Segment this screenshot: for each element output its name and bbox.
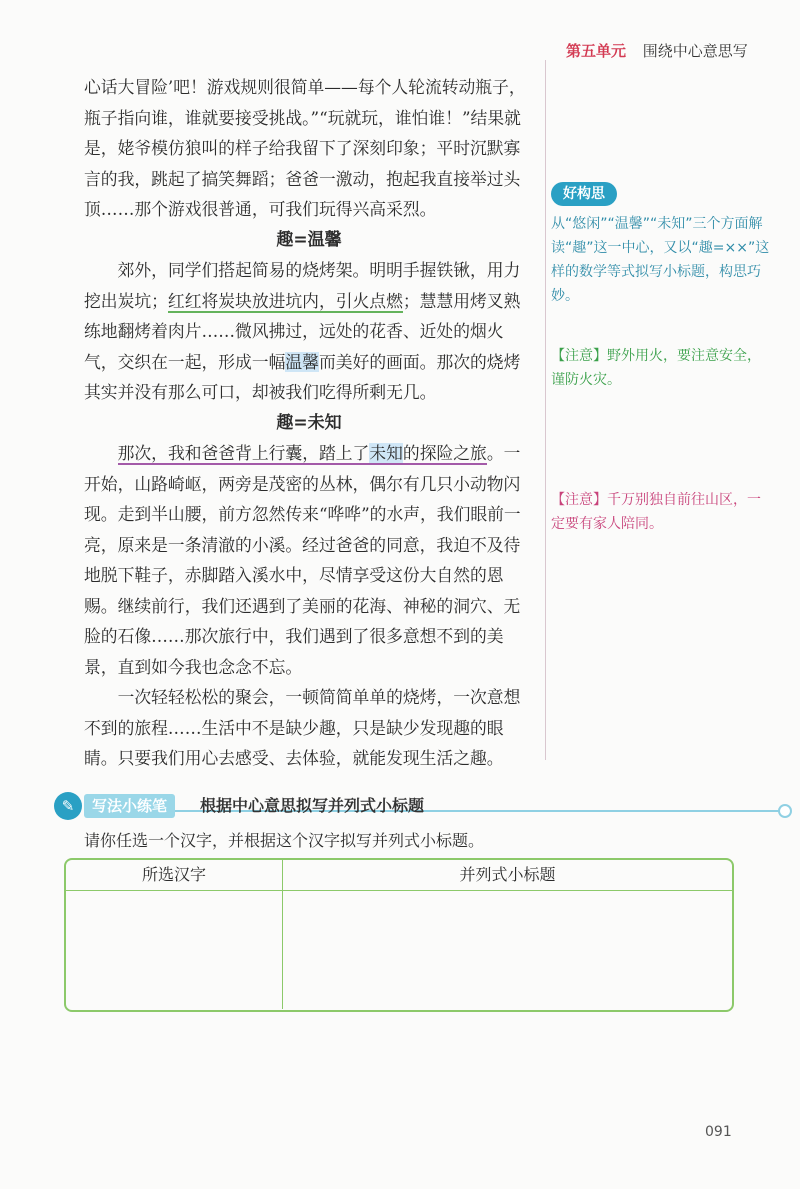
paragraph-4: 一次轻轻松松的聚会，一顿简简单单的烧烤，一次意想不到的旅程……生活中不是缺少趣，只是缺少发现趣的眼睛。只要我们用心去感受、去体验，就能发现生活之趣。	[84, 687, 521, 768]
paragraph-1: 心话大冒险’吧！游戏规则很简单——每个人轮流转动瓶子，瓶子指向谁，谁就要接受挑战。”“玩就玩，谁怕谁！”结果就是，姥爷模仿狼叫的样子给我留下了深刻印象；平时沉默寡言的我，跳起了搞笑舞蹈；爸爸一激动，抱起我直接举过头顶……那个游戏很普通，可我们玩得兴高采烈。	[84, 77, 526, 219]
paragraph-3	[84, 438, 534, 682]
table-body	[66, 891, 732, 1009]
structure-comment: 从“悠闲”“温馨”“未知”三个方面解读“趣”这一中心，又以“趣=××”这样的数学等式拟写小标题，构思巧妙。	[551, 216, 770, 304]
practice-section	[50, 790, 750, 824]
practice-line-end	[778, 804, 792, 818]
p2-part-a: 郊外，同学们搭起简易的烧烤架。明明手握铁锹，用力挖出炭坑；	[84, 260, 521, 311]
page-header	[566, 40, 748, 61]
header-chosen-character: 所选汉字	[66, 860, 283, 890]
practice-instruction: 请你任选一个汉字，并根据这个汉字拟写并列式小标题。	[84, 831, 485, 850]
side-note-fire: 【注意】野外用火，要注意安全，谨防火灾。	[551, 348, 761, 388]
p2-underlined: 红红将炭块放进坑内，引火点燃	[167, 290, 403, 311]
table-header	[66, 860, 732, 891]
paragraph-2	[84, 255, 534, 408]
subtitle-warmth: 趣=温馨	[276, 229, 342, 250]
practice-tag: 写法小练笔	[84, 794, 175, 818]
column-divider	[545, 60, 546, 760]
chosen-character-cell[interactable]	[66, 891, 283, 1009]
side-note-structure	[551, 182, 771, 308]
header-parallel-subtitles: 并列式小标题	[459, 865, 556, 884]
practice-title: 根据中心意思拟写并列式小标题	[200, 796, 425, 815]
page-number: 091	[705, 1124, 732, 1140]
subtitle-unknown: 趣=未知	[276, 412, 342, 433]
side-note-mountain: 【注意】千万别独自前往山区，一定要有家人陪同。	[551, 492, 761, 532]
p2-highlight: 温馨	[285, 351, 319, 372]
p3-rest: 。一开始，山路崎岖，两旁是茂密的丛林，偶尔有几只小动物闪现。走到半山腰，前方忽然传来“哗哗”的水声，我们眼前一亮，原来是一条清澈的小溪。经过爸爸的同意，我迫不及待地脱下鞋子，赤脚踏入溪水中，尽情享受这份大自然的恩赐。继续前行，我们还遇到了美丽的花海、神秘的洞穴、无脸的石像……那次旅行中，我们遇到了很多意想不到的美景，直到如今我也念念不忘。	[84, 443, 521, 677]
p2-part-c: ；慧慧用烤叉熟练地翻烤着肉片……微风拂过，远处的花香、近处的烟火气，交织在一起，形成一幅	[84, 290, 521, 372]
p3-underlined-c: 的探险之旅	[402, 443, 487, 463]
p3-highlight: 未知	[369, 443, 403, 463]
unit-label: 第五单元	[566, 42, 627, 60]
parallel-subtitles-cell[interactable]	[283, 891, 732, 1009]
main-text	[84, 72, 534, 774]
pen-icon: ✎	[54, 792, 82, 820]
p2-part-e: 而美好的画面。那次的烧烤其实并没有那么可口，却被我们吃得所剩无几。	[84, 351, 521, 402]
answer-table	[64, 858, 734, 1012]
good-structure-tag: 好构思	[551, 182, 617, 206]
p3-underlined-a: 那次，我和爸爸背上行囊，踏上了	[117, 443, 370, 463]
unit-title: 围绕中心意思写	[642, 42, 748, 60]
